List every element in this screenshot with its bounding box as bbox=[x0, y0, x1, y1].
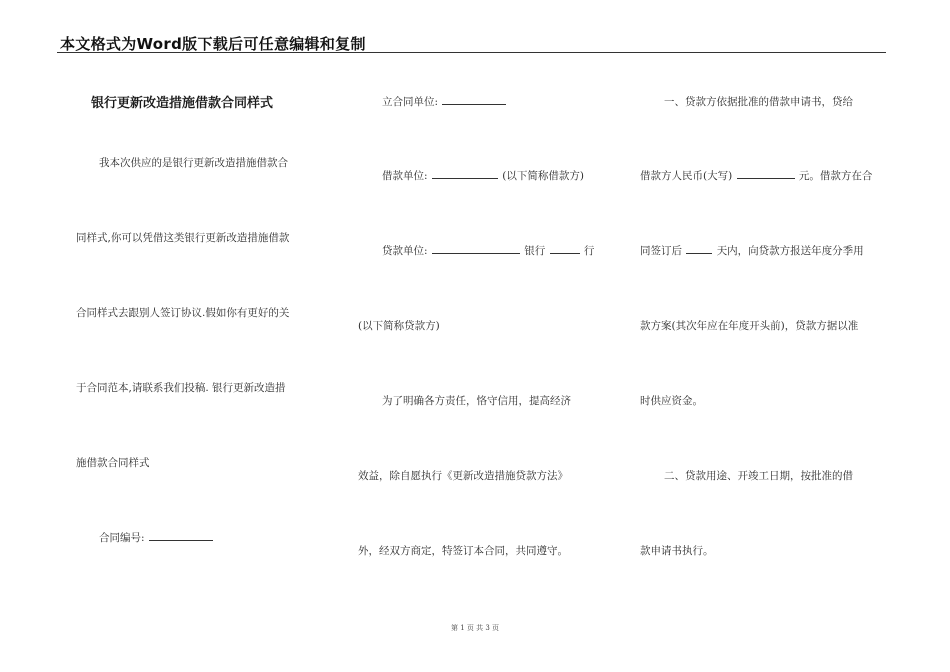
clause2-line-2: 款申请书执行。 bbox=[640, 545, 714, 557]
lender-branch: 行 bbox=[583, 245, 595, 257]
lender-branch-blank bbox=[550, 252, 580, 254]
clause1-line-4: 款方案(其次年应在年度开头前)，贷款方据以准 bbox=[640, 320, 859, 332]
page-number: 第 1 页 共 3 页 bbox=[450, 624, 500, 632]
amount-suffix: 元。借款方在合 bbox=[798, 170, 873, 182]
borrower-note: (以下简称借款方) bbox=[502, 170, 584, 182]
contract-number-label: 合同编号: bbox=[99, 532, 145, 544]
lender-blank bbox=[432, 252, 520, 254]
contract-number-blank bbox=[149, 539, 213, 541]
purpose-line-3: 外，经双方商定，特签订本合同，共同遵守。 bbox=[358, 545, 568, 557]
clause1-line-5: 时供应资金。 bbox=[640, 395, 703, 407]
lender-label: 贷款单位: bbox=[382, 245, 428, 257]
purpose-line-1: 为了明确各方责任，恪守信用，提高经济 bbox=[382, 395, 571, 407]
signing-unit-blank bbox=[442, 103, 506, 105]
borrower-line bbox=[382, 168, 584, 183]
clause1-line-2 bbox=[640, 168, 872, 183]
purpose-line-2: 效益，除自愿执行《更新改造措施贷款方法》 bbox=[358, 470, 568, 482]
intro-line-4: 于合同范本,请联系我们投稿. 银行更新改造措 bbox=[76, 382, 286, 394]
days-blank bbox=[686, 252, 712, 254]
borrower-label: 借款单位: bbox=[382, 170, 428, 182]
intro-line-5: 施借款合同样式 bbox=[76, 457, 150, 469]
clause1-line-1: 一、贷款方依据批准的借款申请书，贷给 bbox=[664, 96, 853, 108]
header-title: 本文格式为Word版下载后可任意编辑和复制 bbox=[60, 35, 366, 53]
amount-label: 借款方人民币(大写) bbox=[640, 170, 733, 182]
signing-unit-label: 立合同单位: bbox=[382, 96, 439, 108]
lender-note: (以下简称贷款方) bbox=[358, 320, 440, 332]
intro-line-2: 同样式,你可以凭借这类银行更新改造措施借款 bbox=[76, 232, 290, 244]
days-suffix: 天内，向贷款方报送年度分季用 bbox=[716, 245, 864, 257]
intro-line-3: 合同样式去跟别人签订协议.假如你有更好的关 bbox=[76, 307, 290, 319]
borrower-blank bbox=[432, 177, 498, 179]
signing-unit-line bbox=[382, 94, 507, 109]
lender-bank: 银行 bbox=[524, 245, 546, 257]
contract-number-line bbox=[99, 530, 214, 545]
document-title: 银行更新改造措施借款合同样式 bbox=[91, 96, 274, 111]
clause1-line-3 bbox=[640, 243, 864, 258]
clause2-line-1: 二、贷款用途、开竣工日期，按批准的借 bbox=[664, 470, 853, 482]
days-label: 同签订后 bbox=[640, 245, 682, 257]
amount-blank bbox=[737, 177, 795, 179]
intro-line-1: 我本次供应的是银行更新改造措施借款合 bbox=[99, 157, 288, 169]
header-divider bbox=[57, 52, 886, 53]
lender-line bbox=[382, 243, 594, 258]
